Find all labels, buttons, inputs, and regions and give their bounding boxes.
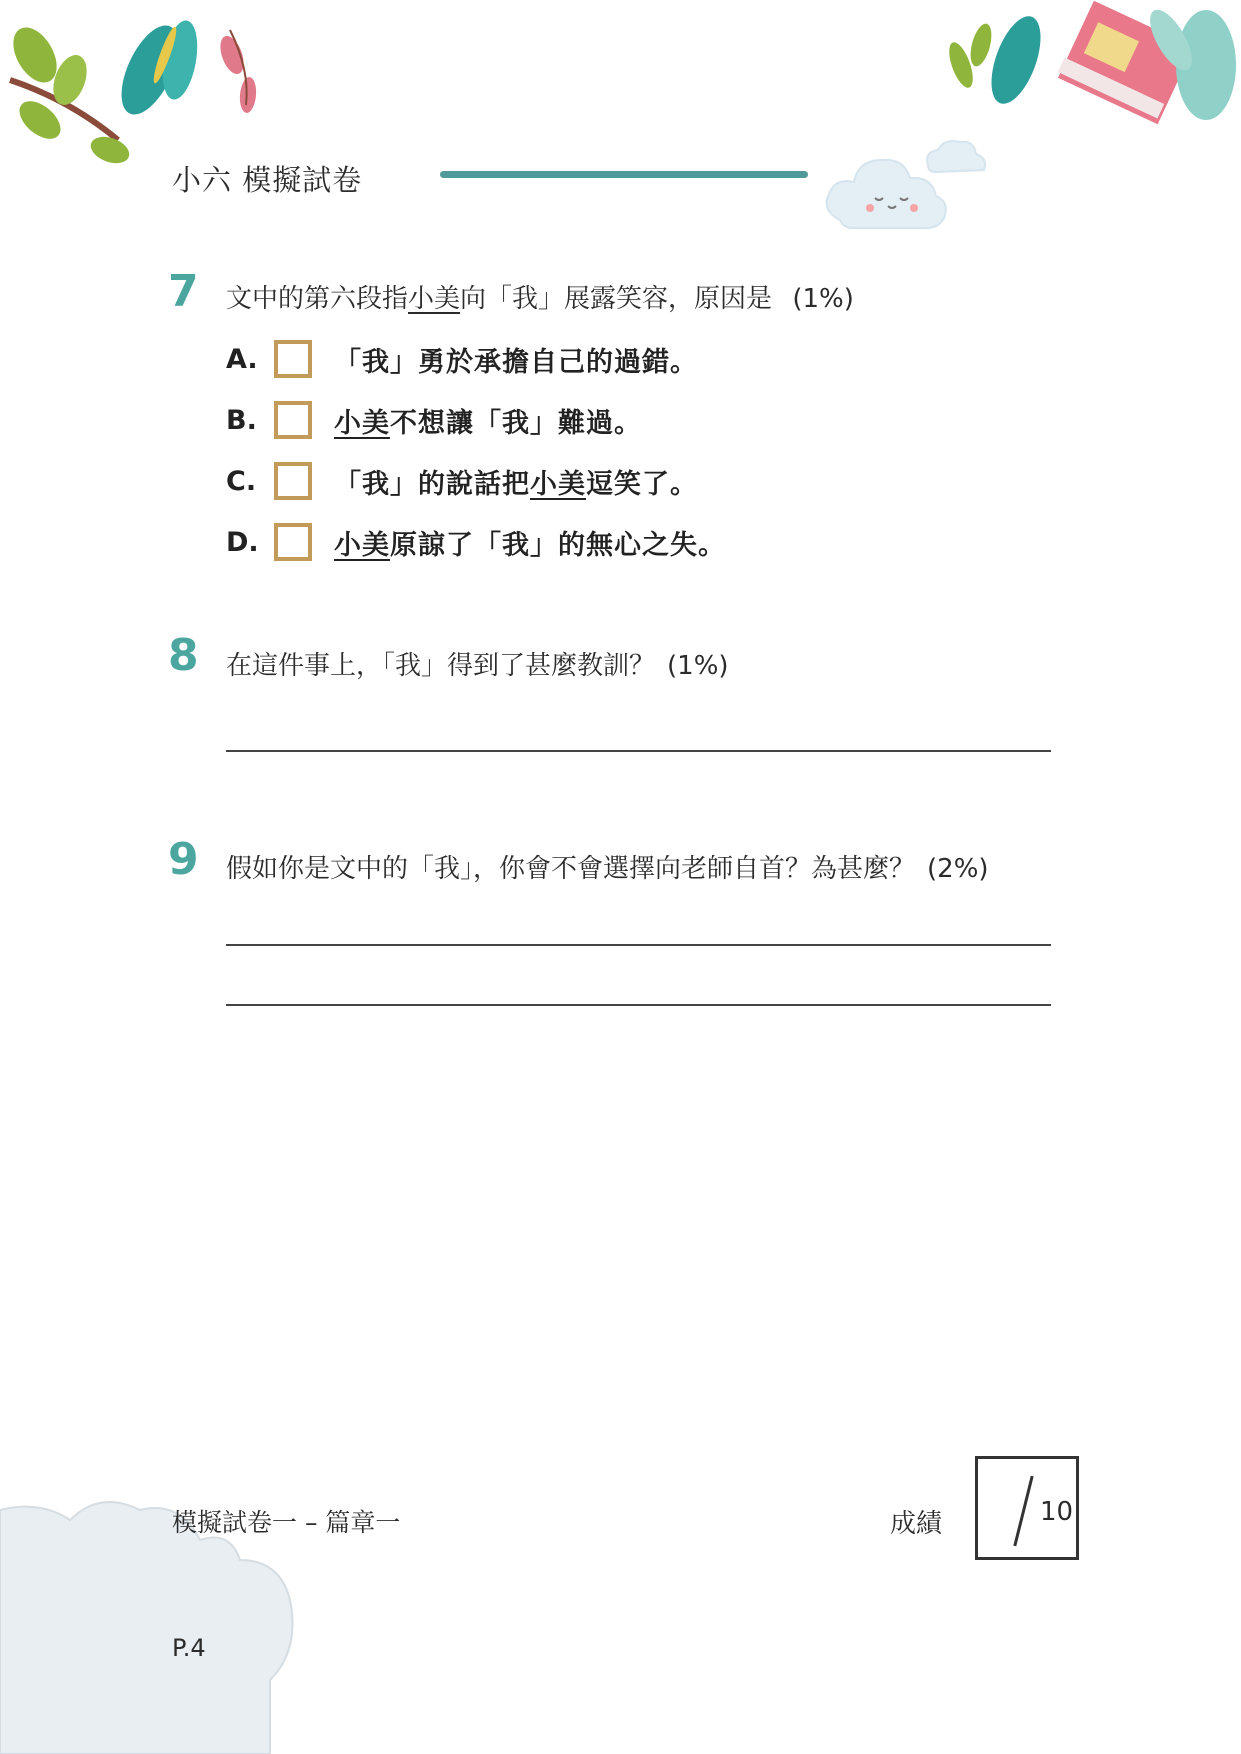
option-c-text-part: 「我」的說話把 xyxy=(334,468,530,500)
option-a-letter: A. xyxy=(226,343,258,375)
book-leaves-icon xyxy=(921,0,1241,150)
option-a-text: 「我」勇於承擔自己的過錯。 xyxy=(334,346,698,378)
page-number: P.4 xyxy=(172,1634,206,1662)
leaf-branch-left-icon xyxy=(0,0,290,175)
question-9-marks: (2%) xyxy=(927,854,989,884)
header-divider xyxy=(440,171,808,178)
question-8-text-part: 在這件事上，「我」得到了甚麼教訓？ xyxy=(226,651,656,681)
option-d-checkbox[interactable] xyxy=(274,523,312,561)
option-b-letter: B. xyxy=(226,404,257,436)
option-a[interactable] xyxy=(226,337,698,381)
question-9-text xyxy=(226,848,989,885)
question-7-number: 7 xyxy=(168,266,199,317)
option-c-checkbox[interactable] xyxy=(274,462,312,500)
option-c[interactable] xyxy=(226,459,698,503)
option-c-letter: C. xyxy=(226,465,257,497)
score-total: 10 xyxy=(1040,1497,1074,1527)
option-b-text xyxy=(334,401,642,440)
option-a-checkbox[interactable] xyxy=(274,340,312,378)
question-7-text-part: 向「我」展露笑容，原因是 xyxy=(460,284,773,314)
option-b[interactable] xyxy=(226,398,642,442)
score-slash xyxy=(1013,1476,1033,1547)
footer-chapter: 模擬試卷一 – 篇章一 xyxy=(172,1508,401,1537)
answer-line-q9-2[interactable] xyxy=(226,1004,1051,1006)
question-7-name: 小美 xyxy=(408,284,461,314)
cloud-icon xyxy=(820,130,1000,240)
answer-line-q9-1[interactable] xyxy=(226,944,1051,946)
option-c-text-part: 逗笑了。 xyxy=(586,468,698,500)
score-box[interactable] xyxy=(975,1456,1079,1560)
question-7-marks: (1%) xyxy=(792,284,854,314)
question-9-number: 9 xyxy=(168,834,199,885)
question-9-text-part: 假如你是文中的「我」，你會不會選擇向老師自首？為甚麼？ xyxy=(226,854,916,884)
question-7-text xyxy=(226,278,854,315)
option-c-text xyxy=(334,462,698,501)
question-8-number: 8 xyxy=(168,630,199,681)
option-b-checkbox[interactable] xyxy=(274,401,312,439)
option-b-name: 小美 xyxy=(334,407,390,439)
grade-label: 成績 xyxy=(890,1509,943,1539)
option-d-name: 小美 xyxy=(334,529,390,561)
answer-line-q8[interactable] xyxy=(226,750,1051,752)
question-8-marks: (1%) xyxy=(667,651,729,681)
option-d-text-part: 原諒了「我」的無心之失。 xyxy=(390,529,726,561)
option-c-name: 小美 xyxy=(530,468,586,500)
page-title: 小六 模擬試卷 xyxy=(172,163,363,197)
question-8-text xyxy=(226,645,729,682)
option-d[interactable] xyxy=(226,520,726,564)
option-d-text xyxy=(334,523,726,562)
question-7-text-part: 文中的第六段指 xyxy=(226,284,409,314)
option-b-text-part: 不想讓「我」難過。 xyxy=(390,407,642,439)
option-d-letter: D. xyxy=(226,526,259,558)
